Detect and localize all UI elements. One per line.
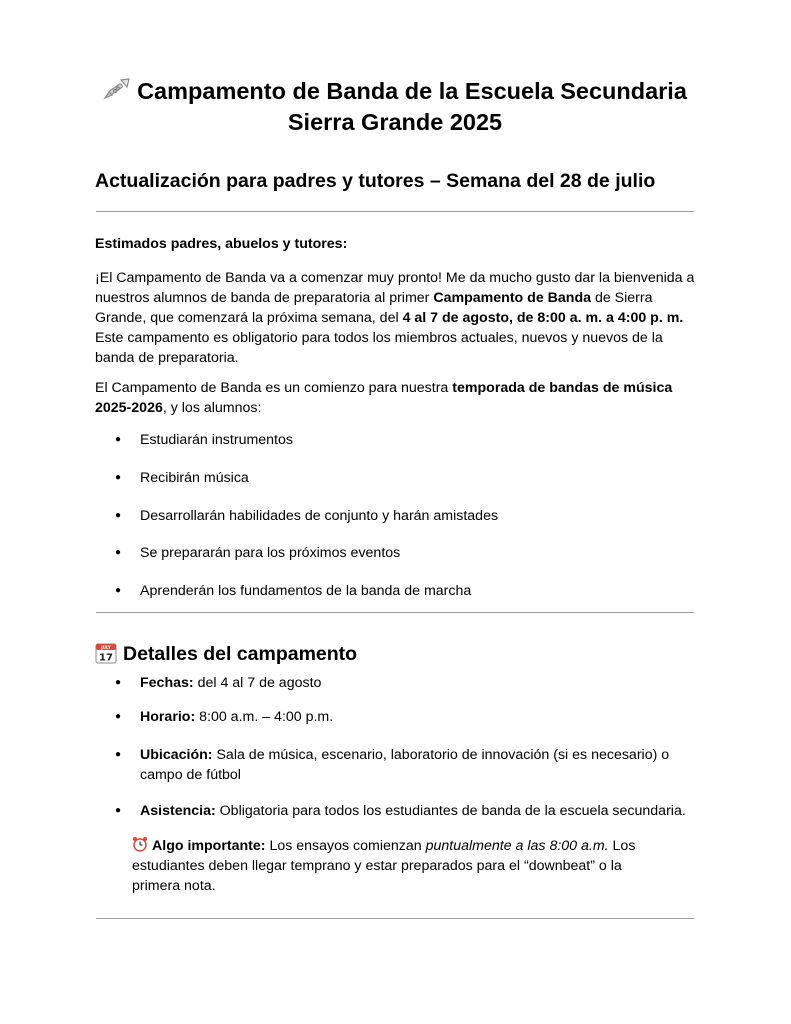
important-note bbox=[132, 836, 652, 896]
detail-label: Horario: bbox=[140, 709, 196, 725]
intro-text: de Sierra Grande, que comenzará la próxima semana, del bbox=[95, 290, 653, 326]
detail-item-attendance bbox=[140, 801, 700, 821]
bullet-dot: ● bbox=[115, 711, 122, 722]
page-title bbox=[95, 76, 695, 138]
detail-label: Fechas: bbox=[140, 675, 194, 691]
bullet-dot: ● bbox=[115, 472, 122, 483]
subtitle: Actualización para padres y tutores – Semana del 28 de julio bbox=[95, 170, 656, 192]
detail-label: Asistencia: bbox=[140, 803, 216, 819]
intro-bold-dates: 4 al 7 de agosto, de 8:00 a. m. a 4:00 p. m. bbox=[402, 310, 684, 326]
season-bold: temporada de bandas de música 2025-2026 bbox=[95, 380, 673, 416]
details-heading-text: Detalles del campamento bbox=[123, 643, 358, 665]
calendar-day: 17 bbox=[99, 652, 113, 664]
detail-value: Sala de música, escenario, laboratorio de innovación (si es necesario) o campo de fútbol bbox=[140, 747, 670, 783]
season-paragraph bbox=[95, 378, 699, 418]
divider bbox=[96, 612, 694, 613]
bullet-dot: ● bbox=[115, 434, 122, 445]
detail-item-schedule bbox=[140, 707, 700, 727]
note-text: Los ensayos comienzan bbox=[265, 838, 426, 854]
bullet-dot: ● bbox=[115, 805, 122, 816]
list-item: Desarrollarán habilidades de conjunto y harán amistades bbox=[140, 508, 499, 524]
list-item: Recibirán música bbox=[140, 470, 249, 486]
season-text: , y los alumnos: bbox=[162, 400, 262, 416]
trumpet-icon bbox=[103, 78, 131, 102]
calendar-icon bbox=[95, 642, 117, 664]
detail-label: Ubicación: bbox=[140, 747, 213, 763]
greeting: Estimados padres, abuelos y tutores: bbox=[95, 236, 348, 252]
bullet-dot: ● bbox=[115, 677, 122, 688]
alarm-clock-icon bbox=[132, 836, 148, 852]
bullet-dot: ● bbox=[115, 510, 122, 521]
calendar-month: JULY bbox=[101, 645, 111, 650]
bullet-dot: ● bbox=[115, 547, 122, 558]
season-text: El Campamento de Banda es un comienzo para nuestra bbox=[95, 380, 453, 396]
detail-value: del 4 al 7 de agosto bbox=[193, 675, 322, 691]
list-item: Aprenderán los fundamentos de la banda de marcha bbox=[140, 583, 472, 599]
bullet-dot: ● bbox=[115, 749, 122, 760]
intro-text: Este campamento es obligatorio para todos los miembros actuales, nuevos y nuevos de la banda de preparatoria. bbox=[95, 330, 663, 366]
divider bbox=[96, 211, 694, 212]
intro-text: ¡El Campamento de Banda va a comenzar muy pronto! Me da mucho gusto dar la bienvenida a nuestros alumnos de banda de preparatoria al primer bbox=[95, 270, 695, 306]
detail-item-dates bbox=[140, 673, 700, 693]
detail-value: Obligatoria para todos los estudiantes de banda de la escuela secundaria. bbox=[215, 803, 686, 819]
details-heading bbox=[95, 642, 357, 666]
bullet-dot: ● bbox=[115, 585, 122, 596]
detail-item-location bbox=[140, 745, 685, 785]
divider bbox=[96, 918, 694, 919]
intro-bold-camp: Campamento de Banda bbox=[433, 290, 592, 306]
list-item: Estudiarán instrumentos bbox=[140, 432, 293, 448]
title-line-1: Campamento de Banda de la Escuela Secundaria bbox=[137, 78, 687, 104]
note-italic: puntualmente a las 8:00 a.m. bbox=[425, 838, 609, 854]
detail-value: 8:00 a.m. – 4:00 p.m. bbox=[195, 709, 334, 725]
title-line-2: Sierra Grande 2025 bbox=[287, 109, 503, 135]
intro-paragraph bbox=[95, 268, 699, 368]
note-text: Los estudiantes deben llegar temprano y estar preparados para el “downbeat” o la primera nota. bbox=[132, 838, 636, 894]
list-item: Se prepararán para los próximos eventos bbox=[140, 545, 401, 561]
note-label: Algo importante: bbox=[152, 838, 266, 854]
